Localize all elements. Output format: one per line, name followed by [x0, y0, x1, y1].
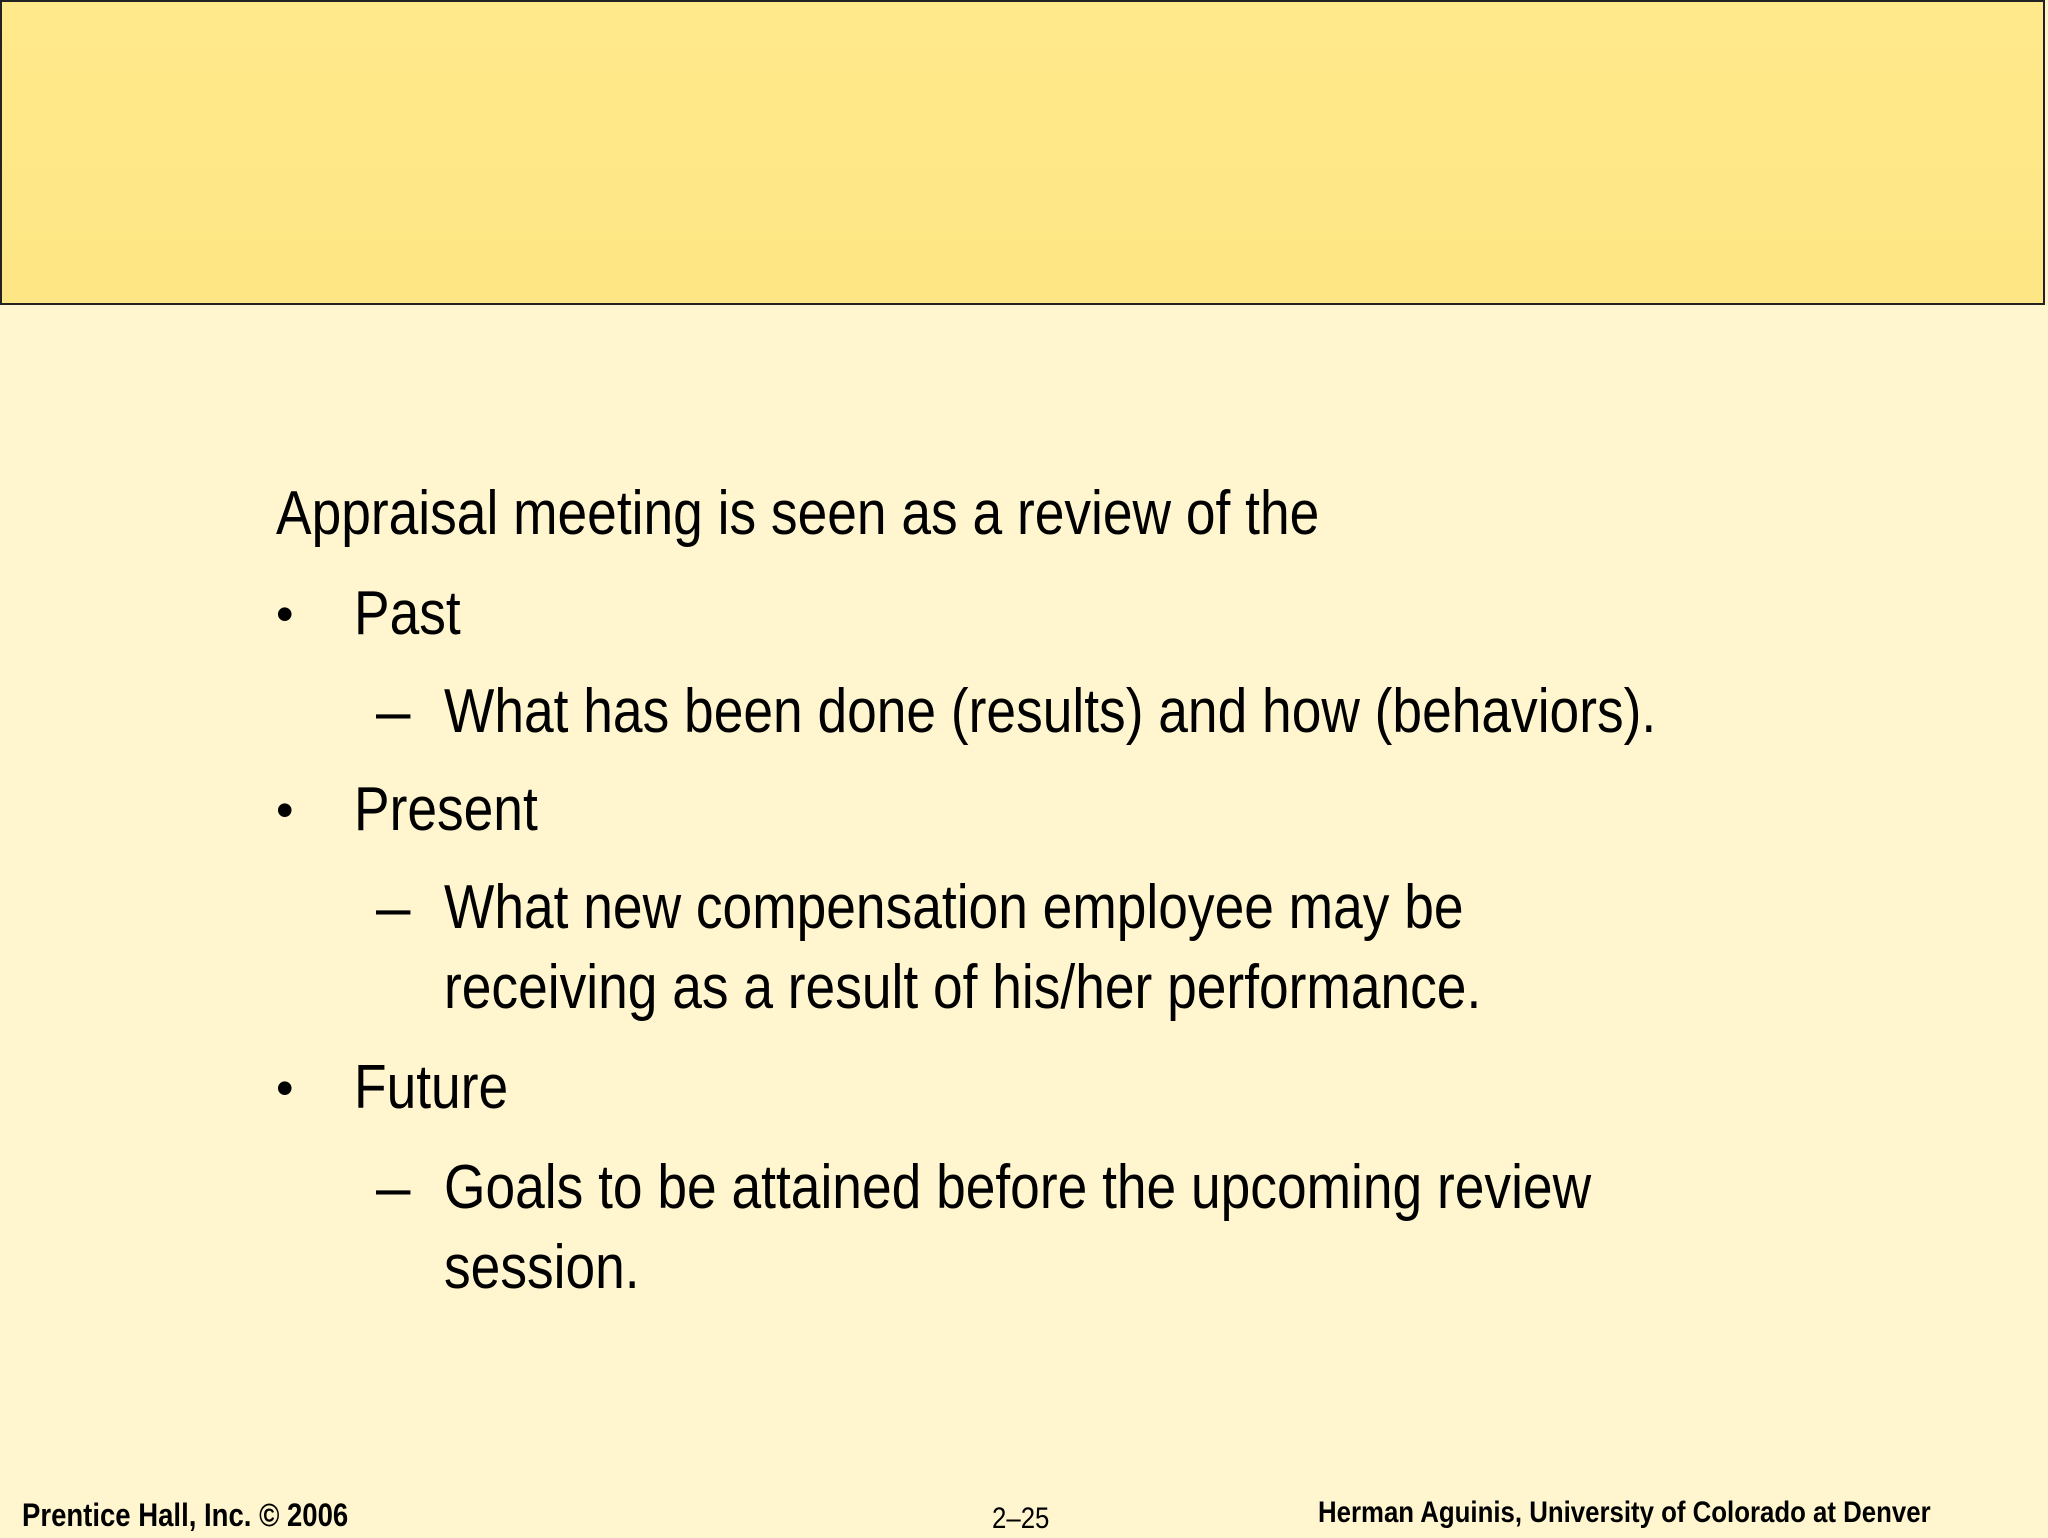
- bullet-marker: •: [276, 586, 294, 642]
- bullet-label: Future: [354, 1053, 509, 1122]
- footer-slide-number: 2–25: [992, 1502, 1050, 1535]
- sub-bullet-text: Goals to be attained before the upcoming review session.: [444, 1153, 1592, 1302]
- footer-publisher: Prentice Hall, Inc. © 2006: [22, 1497, 349, 1533]
- dash-marker: –: [376, 1153, 411, 1222]
- bullet-label: Past: [354, 579, 461, 648]
- footer-author: Herman Aguinis, University of Colorado at Denver: [1318, 1496, 1931, 1529]
- dash-marker: –: [376, 677, 411, 746]
- bullet-marker: •: [276, 782, 294, 838]
- intro-text: Appraisal meeting is seen as a review of the: [276, 479, 1320, 548]
- sub-bullet-text: What new compensation employee may be receiving as a result of his/her performance.: [444, 873, 1482, 1022]
- dash-marker: –: [376, 873, 411, 942]
- sub-bullet-text: What has been done (results) and how (behaviors).: [444, 677, 1657, 746]
- bullet-marker: •: [276, 1060, 294, 1116]
- bullet-label: Present: [354, 775, 538, 844]
